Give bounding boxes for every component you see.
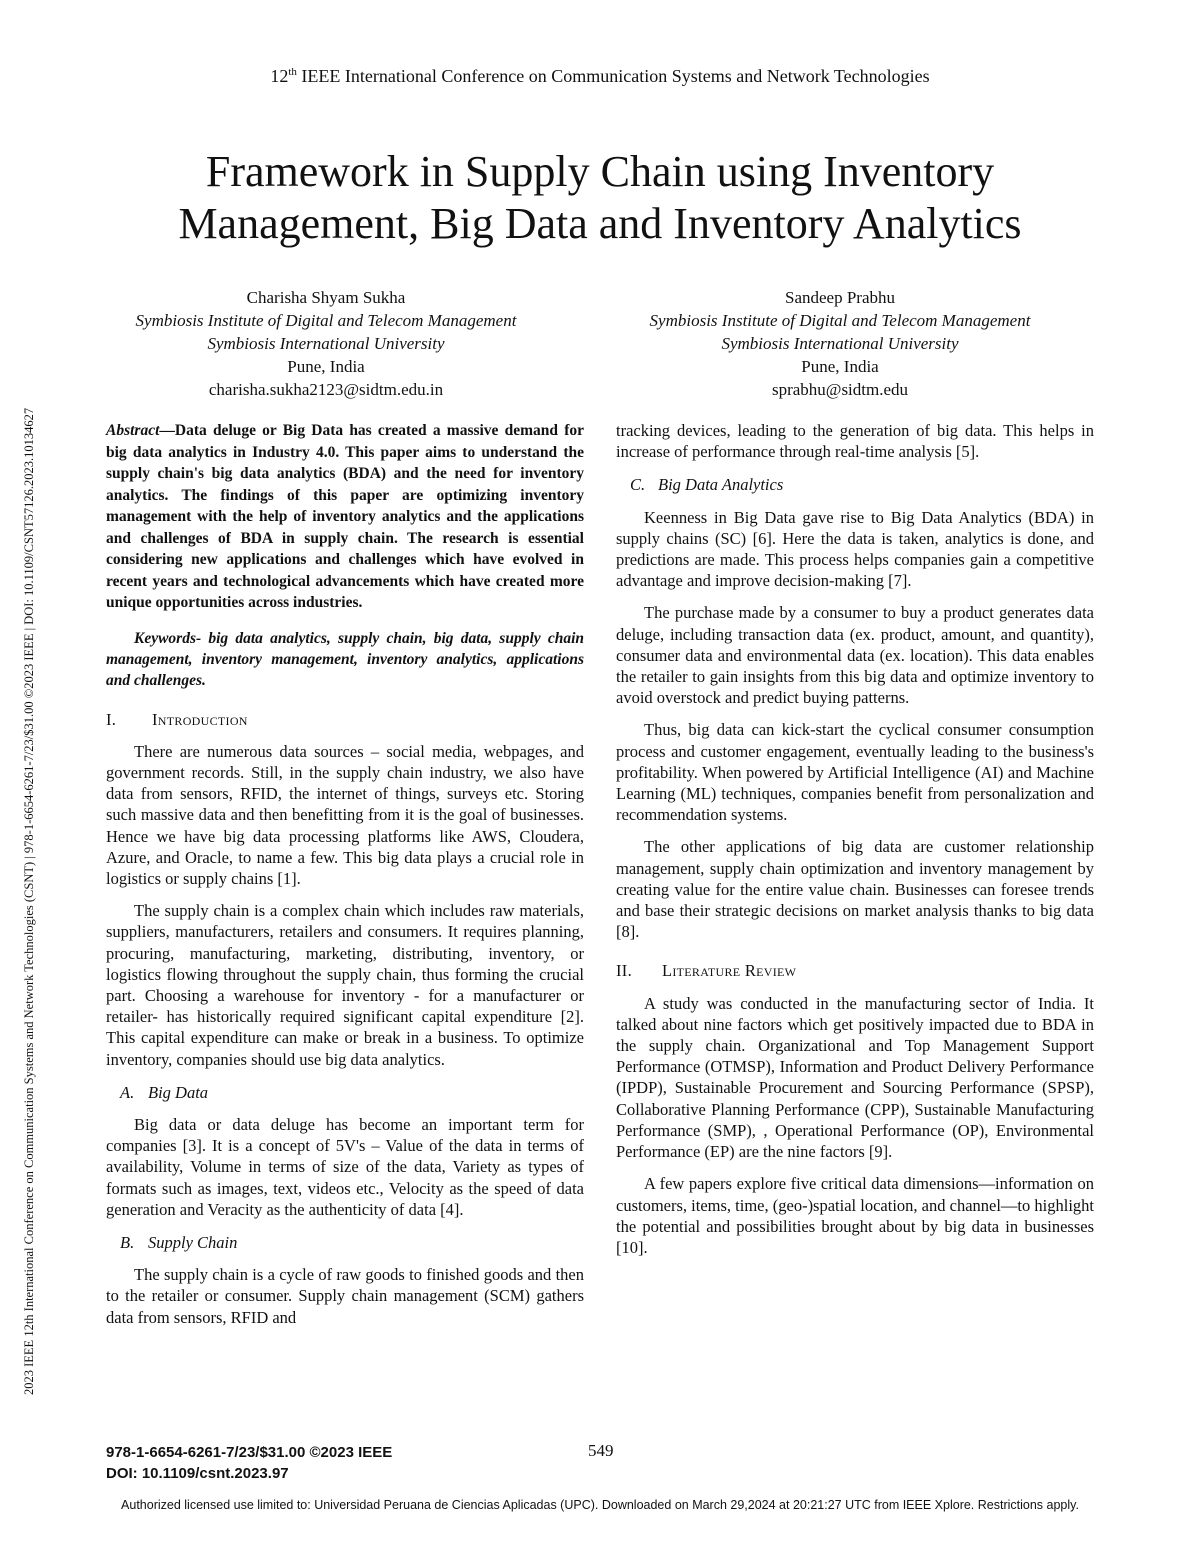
keywords: Keywords- big data analytics, supply chain, big data, supply chain management, inventory management, inventory analytics, applications and challenges. bbox=[106, 629, 584, 689]
license-notice: Authorized licensed use limited to: Universidad Peruana de Ciencias Aplicadas (UPC). Downloaded on March 29,2024 at 20:21:27 UTC from IEEE Xplore. Restrictions apply. bbox=[121, 1498, 1079, 1512]
section-title: Literature Review bbox=[662, 961, 797, 981]
subsection-heading-supply-chain bbox=[120, 1232, 584, 1253]
conference-ordinal-suffix: th bbox=[288, 66, 297, 78]
paragraph: Big data or data deluge has become an important term for companies [3]. It is a concept of 5V's – Value of the data in terms of availability, Volume in terms of size of the data, Variety as types of formats such as images, text, videos etc., Velocity as the speed of data generation and Veracity as the authenticity of data [4]. bbox=[106, 1114, 584, 1219]
author-block-2 bbox=[580, 286, 1100, 401]
title-line-2: Management, Big Data and Inventory Analytics bbox=[178, 199, 1022, 248]
paragraph: The supply chain is a cycle of raw goods to finished goods and then to the retailer or consumer. Supply chain management (SCM) gathers data from sensors, RFID and bbox=[106, 1265, 584, 1327]
author-affiliation: Symbiosis Institute of Digital and Telecom Management bbox=[649, 311, 1031, 330]
footer-isbn: 978-1-6654-6261-7/23/$31.00 ©2023 IEEE bbox=[106, 1444, 393, 1461]
title-line-1: Framework in Supply Chain using Inventory bbox=[205, 147, 995, 196]
author-university: Symbiosis International University bbox=[721, 334, 959, 353]
left-column bbox=[106, 420, 584, 1328]
author-email: charisha.sukha2123@sidtm.edu.in bbox=[208, 380, 444, 399]
subsection-heading-big-data-analytics bbox=[630, 474, 1094, 495]
paragraph: The other applications of big data are customer relationship management, supply chain optimization and inventory management by creating value for the entire value chain. Businesses can foresee trends and base their strategic decisions on market analysis thanks to big data [8]. bbox=[616, 837, 1094, 942]
paragraph: The supply chain is a complex chain which includes raw materials, suppliers, manufacturers, retailers and consumers. It requires planning, procuring, manufacturing, marketing, distributing, inventory, or logistics flowing throughout the supply chain, thus forming the crucial part. Choosing a warehouse for inventory - for a manufacturer or retailer- has historically required significant capital expenditure [2]. This capital expenditure can make or break in a business. To optimize inventory, companies should use big data analytics. bbox=[106, 901, 584, 1069]
subsection-title: Supply Chain bbox=[148, 1232, 238, 1252]
subsection-number: C. bbox=[630, 475, 646, 495]
author-location: Pune, India bbox=[801, 357, 879, 376]
conference-name: IEEE International Conference on Communication Systems and Network Technologies bbox=[296, 66, 930, 86]
abstract bbox=[106, 420, 584, 614]
footer-doi: DOI: 10.1109/csnt.2023.97 bbox=[106, 1465, 289, 1482]
paragraph: A study was conducted in the manufacturing sector of India. It talked about nine factors which get positively impacted due to BDA in the supply chain. Organizational and Top Management Support Performance (OTMSP), Information and Product Delivery Performance (IPDP), Sustainable Procurement and Sourcing Performance (SPSP), Collaborative Planning Performance (CPP), Sustainable Manufacturing Performance (SMP), , Operational Performance (OP), Environmental Performance (EP) are the nine factors [9]. bbox=[616, 993, 1094, 1162]
conference-header bbox=[0, 66, 1200, 87]
page-number: 549 bbox=[588, 1441, 614, 1460]
paragraph: There are numerous data sources – social media, webpages, and government records. Still, in the supply chain industry, we also have data from sensors, RFID, the internet of things, surveys etc. Storing such massive data and then benefitting from it is the goal of businesses. Hence we have big data processing platforms like AWS, Cloudera, Azure, and Oracle, to name a few. This big data plays a crucial role in logistics or supply chains [1]. bbox=[106, 741, 584, 888]
section-title: Introduction bbox=[152, 709, 248, 729]
author-university: Symbiosis International University bbox=[207, 334, 445, 353]
subsection-heading-big-data bbox=[120, 1082, 584, 1103]
author-affiliation: Symbiosis Institute of Digital and Telecom Management bbox=[135, 311, 517, 330]
conference-ordinal: 12 bbox=[270, 66, 289, 86]
author-block-1 bbox=[66, 286, 586, 401]
abstract-text: —Data deluge or Big Data has created a massive demand for big data analytics in Industry 4.0. This paper aims to understand the supply chain's big data analytics (BDA) and the need for inventory analytics. The findings of this paper are optimizing inventory management with the help of inventory analytics and the applications and challenges of BDA in supply chain. The research is essential considering new applications and challenges which have evolved in recent years and technological advancements which have created more unique opportunities across industries. bbox=[106, 422, 584, 611]
paper-title bbox=[100, 146, 1100, 250]
subsection-number: B. bbox=[120, 1232, 135, 1252]
author-location: Pune, India bbox=[287, 357, 365, 376]
section-heading-introduction bbox=[106, 709, 584, 730]
paragraph: A few papers explore five critical data dimensions—information on customers, items, time, (geo-)spatial location, and channel—to highlight the potential and possibilities brought about by big data in businesses [10]. bbox=[616, 1174, 1094, 1257]
paragraph: Thus, big data can kick-start the cyclical consumer consumption process and customer engagement, eventually leading to the business's profitability. When powered by Artificial Intelligence (AI) and Machine Learning (ML) techniques, companies benefit from personalization and recommendation systems. bbox=[616, 720, 1094, 825]
abstract-label: Abstract bbox=[106, 422, 160, 439]
right-column bbox=[616, 420, 1094, 1258]
author-name: Sandeep Prabhu bbox=[784, 288, 895, 307]
paragraph: Keenness in Big Data gave rise to Big Data Analytics (BDA) in supply chains (SC) [6]. Here the data is taken, analytics is done, and predictions are made. This process helps companies gain a competitive advantage and improve decision-making [7]. bbox=[616, 507, 1094, 591]
subsection-number: A. bbox=[120, 1082, 135, 1102]
author-name: Charisha Shyam Sukha bbox=[246, 288, 406, 307]
section-number: I. bbox=[106, 709, 117, 729]
paragraph: The purchase made by a consumer to buy a product generates data deluge, including transaction data (ex. product, amount, and quantity), consumer data and environmental data (ex. location). This data enables the retailer to gain insights from this big data and optimize inventory to avoid overstock and predict buying patterns. bbox=[616, 603, 1094, 708]
subsection-title: Big Data bbox=[148, 1082, 209, 1102]
section-number: II. bbox=[616, 961, 633, 981]
footer-metadata bbox=[106, 1442, 392, 1484]
paragraph: tracking devices, leading to the generation of big data. This helps in increase of performance through real-time analysis [5]. bbox=[616, 421, 1094, 462]
author-email: sprabhu@sidtm.edu bbox=[771, 380, 909, 399]
subsection-title: Big Data Analytics bbox=[658, 475, 784, 495]
section-heading-literature-review bbox=[616, 960, 1094, 981]
doi-sidebar: 2023 IEEE 12th International Conference on Communication Systems and Network Technologies (CSNT) | 978-1-6654-6261-7/23/$31.00 ©2023 IEEE | DOI: 10.1109/CSNT57126.2023.10134627 bbox=[22, 407, 36, 1395]
